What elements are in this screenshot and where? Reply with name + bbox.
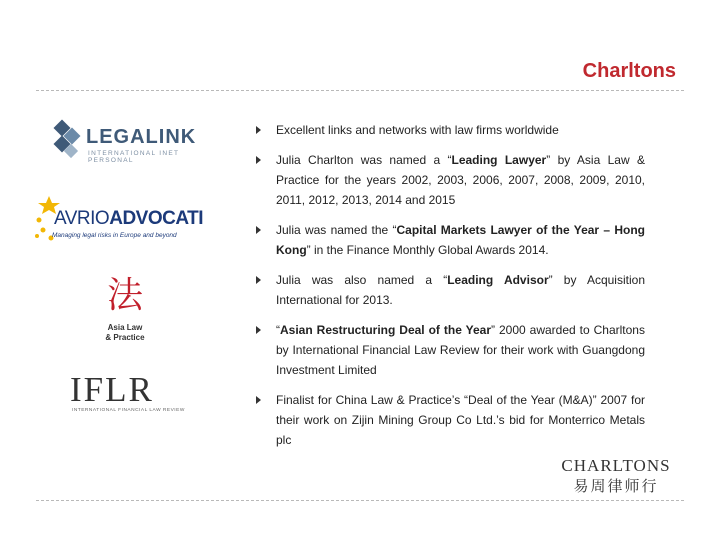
bullet-text (276, 153, 645, 207)
bullet-triangle-icon (256, 126, 261, 134)
legalink-logo (52, 118, 222, 164)
bullet-text-segment: Finalist for China Law & Practice’s “Deal of the Year (M&A)” 2007 for their work on Zijin Mining Group Co Ltd.’s bid for Monterrico Metals plc (276, 393, 645, 447)
bullet-triangle-icon (256, 226, 261, 234)
alp-glyph: 法 (106, 275, 143, 316)
bullet-text-bold: Asian Restructuring Deal of the Year (280, 323, 492, 337)
bullet-triangle-icon (256, 156, 261, 164)
avrio-advocati-logo (34, 196, 214, 246)
charltons-wordmark (554, 456, 678, 496)
footer-divider (36, 500, 684, 501)
bullet-triangle-icon (256, 396, 261, 404)
bullet-triangle-icon (256, 276, 261, 284)
bullet-text-bold: Leading Lawyer (451, 153, 547, 167)
iflr-wordmark: IFLR (70, 370, 154, 409)
bullet-text-segment: Julia Charlton was named a “ (276, 153, 452, 167)
alp-caption-line1: Asia Law (107, 323, 143, 332)
header-brand: Charltons (582, 60, 676, 82)
legalink-logo-icon (52, 118, 84, 164)
bullet-text (276, 323, 645, 377)
list-item (256, 320, 645, 380)
iflr-tagline: INTERNATIONAL FINANCIAL LAW REVIEW (72, 408, 185, 413)
avrio-wordmark (54, 208, 203, 230)
bullet-text-segment: Julia was named the “ (276, 223, 397, 237)
list-item (256, 220, 645, 260)
bullet-text-segment: Excellent links and networks with law firms worldwide (276, 123, 559, 137)
avrio-wordmark-light: AVRIO (54, 208, 110, 229)
bullet-text-segment: ” 2000 awarded to Charltons by International Financial Law Review for their work with Guangdong Investment Limited (276, 323, 645, 377)
bullet-text-bold: Capital Markets Lawyer of the Year – Hong Kong (276, 223, 645, 257)
header-divider (36, 90, 684, 91)
list-item (256, 150, 645, 210)
bullet-text (276, 223, 645, 257)
avrio-wordmark-bold: ADVOCATI (109, 208, 204, 229)
legalink-tagline: INTERNATIONAL INET PERSONAL (88, 150, 180, 164)
avrio-tagline: Managing legal risks in Europe and beyond (52, 232, 177, 239)
bullet-text (276, 123, 559, 137)
bullet-text-segment: Julia was also named a “ (276, 273, 448, 287)
achievements-list (256, 120, 645, 450)
charltons-wordmark-en: CHARLTONS (561, 456, 671, 475)
legalink-wordmark: LEGALINK (86, 126, 197, 148)
bullet-text-segment: ” by Asia Law & Practice for the years 2002, 2003, 2006, 2007, 2008, 2009, 2010, 2011, 2012, 2013, 2014 and 2015 (276, 153, 645, 207)
bullet-text (276, 393, 645, 447)
bullet-text-segment: “ (276, 323, 280, 337)
bullet-text (276, 273, 645, 307)
bullet-text-bold: Leading Advisor (447, 273, 549, 287)
charltons-wordmark-cn: 易周律师行 (573, 477, 659, 495)
asia-law-practice-logo (94, 276, 156, 348)
list-item (256, 390, 645, 450)
bullet-triangle-icon (256, 326, 261, 334)
bullet-text-segment: ” in the Finance Monthly Global Awards 2014. (306, 243, 549, 257)
alp-caption-line2: & Practice (105, 333, 145, 342)
list-item (256, 270, 645, 310)
iflr-logo (70, 370, 185, 416)
bullet-text-segment: ” by Acquisition International for 2013. (276, 273, 645, 307)
list-item (256, 120, 645, 140)
